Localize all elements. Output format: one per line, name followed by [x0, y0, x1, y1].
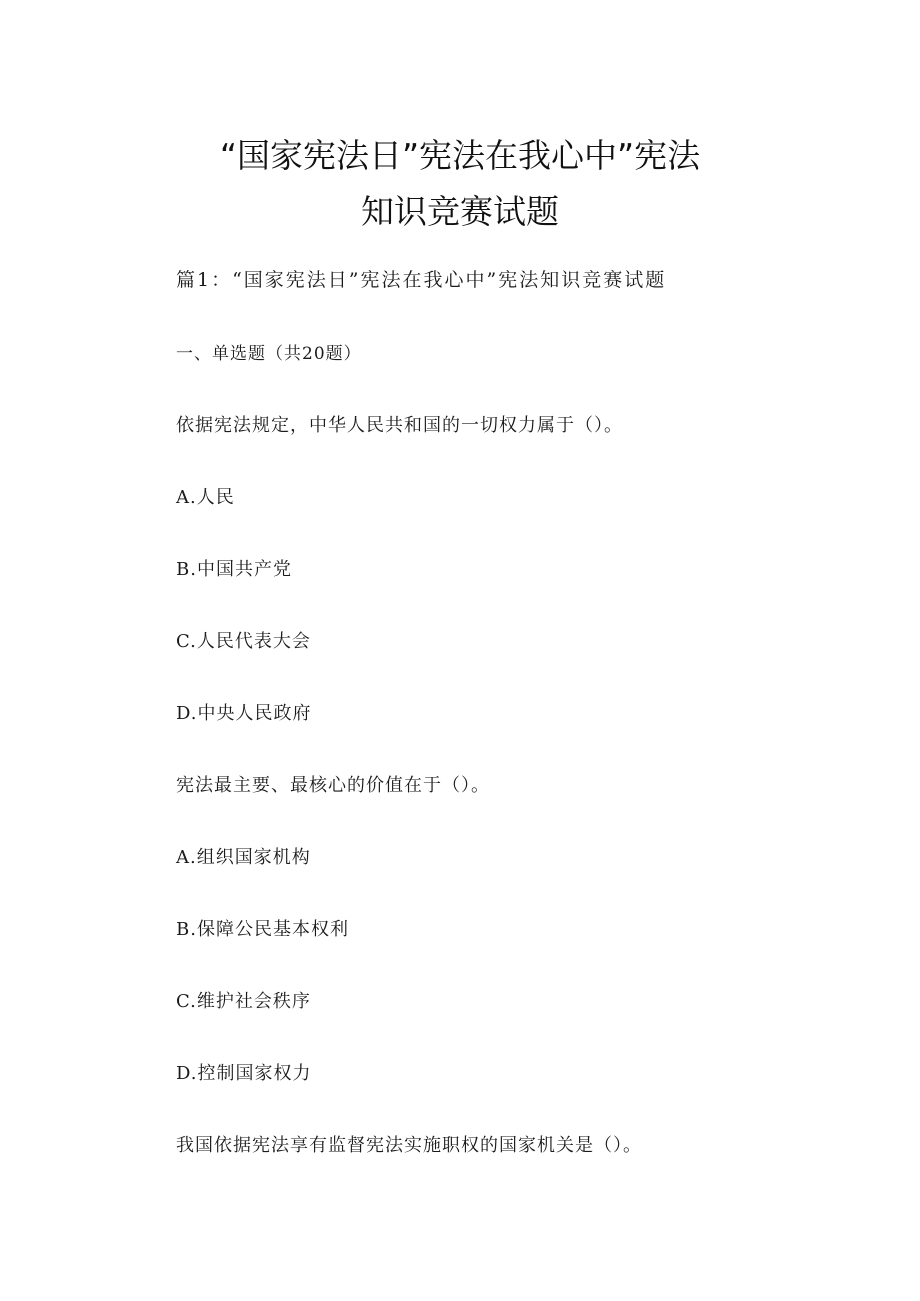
question-2-text: 宪法最主要、最核心的价值在于（）。 — [176, 775, 490, 796]
question-1-text: 依据宪法规定，中华人民共和国的一切权力属于（）。 — [176, 415, 623, 436]
section-heading: 一、单选题（共20题） — [176, 344, 362, 364]
question-1-option-b: B.中国共产党 — [176, 559, 292, 580]
question-2-option-a: A.组织国家机构 — [176, 847, 311, 868]
question-2-option-b: B.保障公民基本权利 — [176, 919, 349, 940]
question-1-option-c: C.人民代表大会 — [176, 631, 311, 652]
question-3-text: 我国依据宪法享有监督宪法实施职权的国家机关是（）。 — [176, 1135, 642, 1156]
document-title-line2: 知识竞赛试题 — [361, 192, 559, 231]
document-subtitle: 篇1：“国家宪法日”宪法在我心中”宪法知识竞赛试题 — [176, 269, 667, 291]
question-1-option-a: A.人民 — [176, 487, 235, 508]
document-title-line1: “国家宪法日”宪法在我心中”宪法 — [219, 136, 701, 175]
question-2-option-d: D.控制国家权力 — [176, 1063, 312, 1084]
question-1-option-d: D.中央人民政府 — [176, 703, 312, 724]
question-2-option-c: C.维护社会秩序 — [176, 991, 311, 1012]
